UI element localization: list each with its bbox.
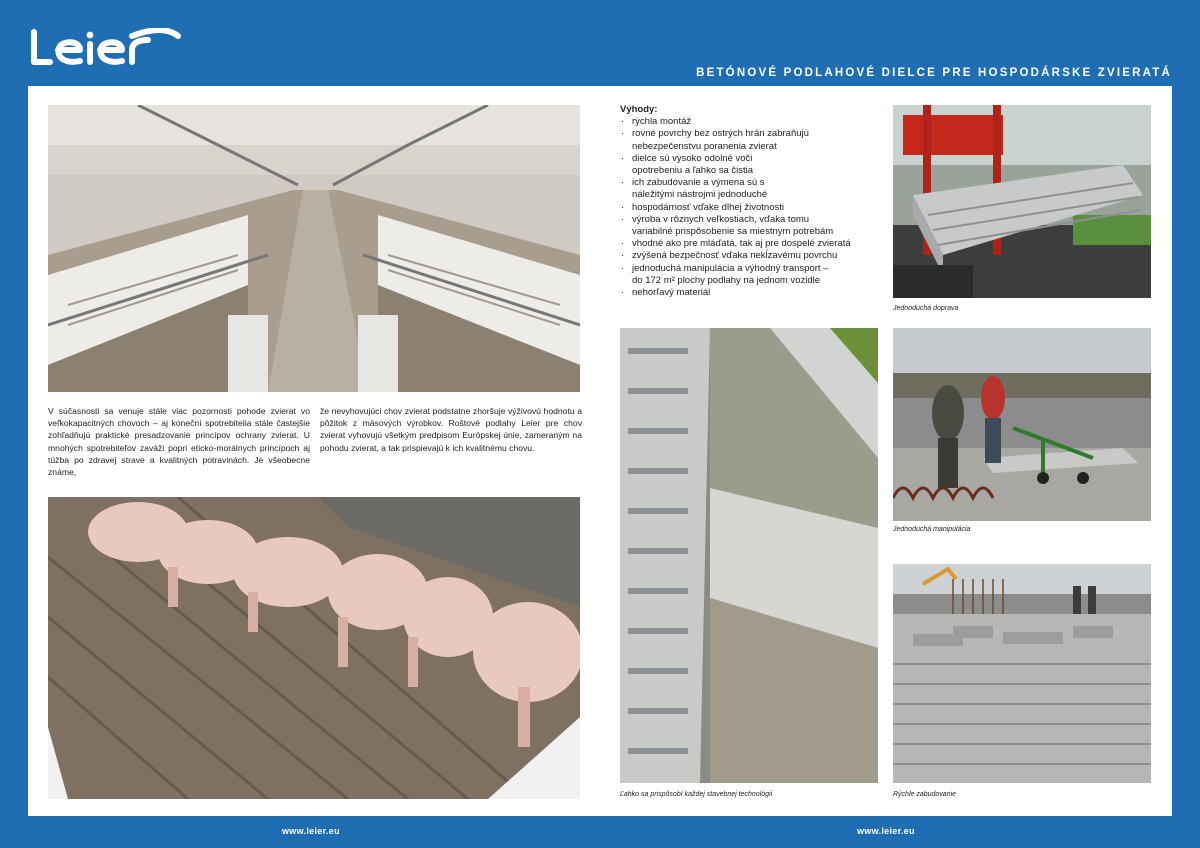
transport-photo [893,105,1151,298]
page-title: BETÓNOVÉ PODLAHOVÉ DIELCE PRE HOSPODÁRSKE ZVIERATÁ [696,67,1172,79]
caption-adapt: Ľahko sa prispôsobí každej stavebnej technológii [620,791,773,798]
leier-logo [28,28,188,70]
advantage-item: · jednoduchá manipulácia a výhodný transport – do 172 m² plochy podlahy na jednom vozidle [620,263,882,287]
channel-photo [620,328,878,783]
installation-photo [893,564,1151,783]
advantages-list [620,104,882,299]
advantage-item: · hospodárnosť vďake dlhej životnosti [620,202,882,214]
handling-photo [893,328,1151,521]
advantages-title: Výhody: [620,104,658,115]
advantage-item: · rýchla montáž [620,116,882,128]
footer-link-left[interactable]: www.leier.eu [282,826,340,836]
caption-install: Rýchle zabudovanie [893,791,957,798]
advantage-item: · dielce sú vysoko odolné voči opotrebeniu a ľahko sa čistia [620,153,882,177]
advantage-item: · vhodné ako pre mláďatá, tak aj pre dospelé zvieratá [620,238,882,250]
intro-text-col1: V súčasnosti sa venuje stále viac pozornosti pohode zvierat vo veľkokapacitných chovoch – aj koneční spotrebitelia stále častejšie zohľadňujú praktické presadzovanie princípov ochrany zvierat. U mnohých spotrebiteľov zaváži popri eticko-morálnych princípoch aj túžba po zdravej strave a kvalitných potravinách. Je všeobecne známe, [48,406,310,478]
advantage-item: · výroba v rôznych veľkostiach, vďaka tomu variabilné prispôsobenie sa miestnym potrebám [620,214,882,238]
advantage-item: · ich zabudovanie a výmena sú s náležitými nástrojmi jednoduché [620,177,882,201]
footer-link-right[interactable]: www.leier.eu [857,826,915,836]
caption-handling: Jednoduchá manipulácia [893,526,971,533]
caption-transport: Jednoduchá doprava [893,305,959,312]
advantage-item: · zvýšená bezpečnosť vďaka nekĺzavému povrchu [620,250,882,262]
advantage-item: · nehorľavý materiál [620,287,882,299]
advantage-item: · rovné povrchy bez ostrých hrán zabraňujú nebezpečenstvu poranenia zvierat [620,128,882,152]
pigs-photo [48,497,580,799]
intro-text-col2: že nevyhovujúci chov zvierat podstatne zhoršuje výživovú hodnotu a pôžitok z mäsových výrobkov. Roštové podlahy Leier pre chov zvierat vyhovujú všetkým predpisom Európskej únie, zameraným na pohodu zvierat, a tak prispievajú k ich kvalitnému chovu. [320,406,582,453]
barn-interior-photo [48,105,580,392]
